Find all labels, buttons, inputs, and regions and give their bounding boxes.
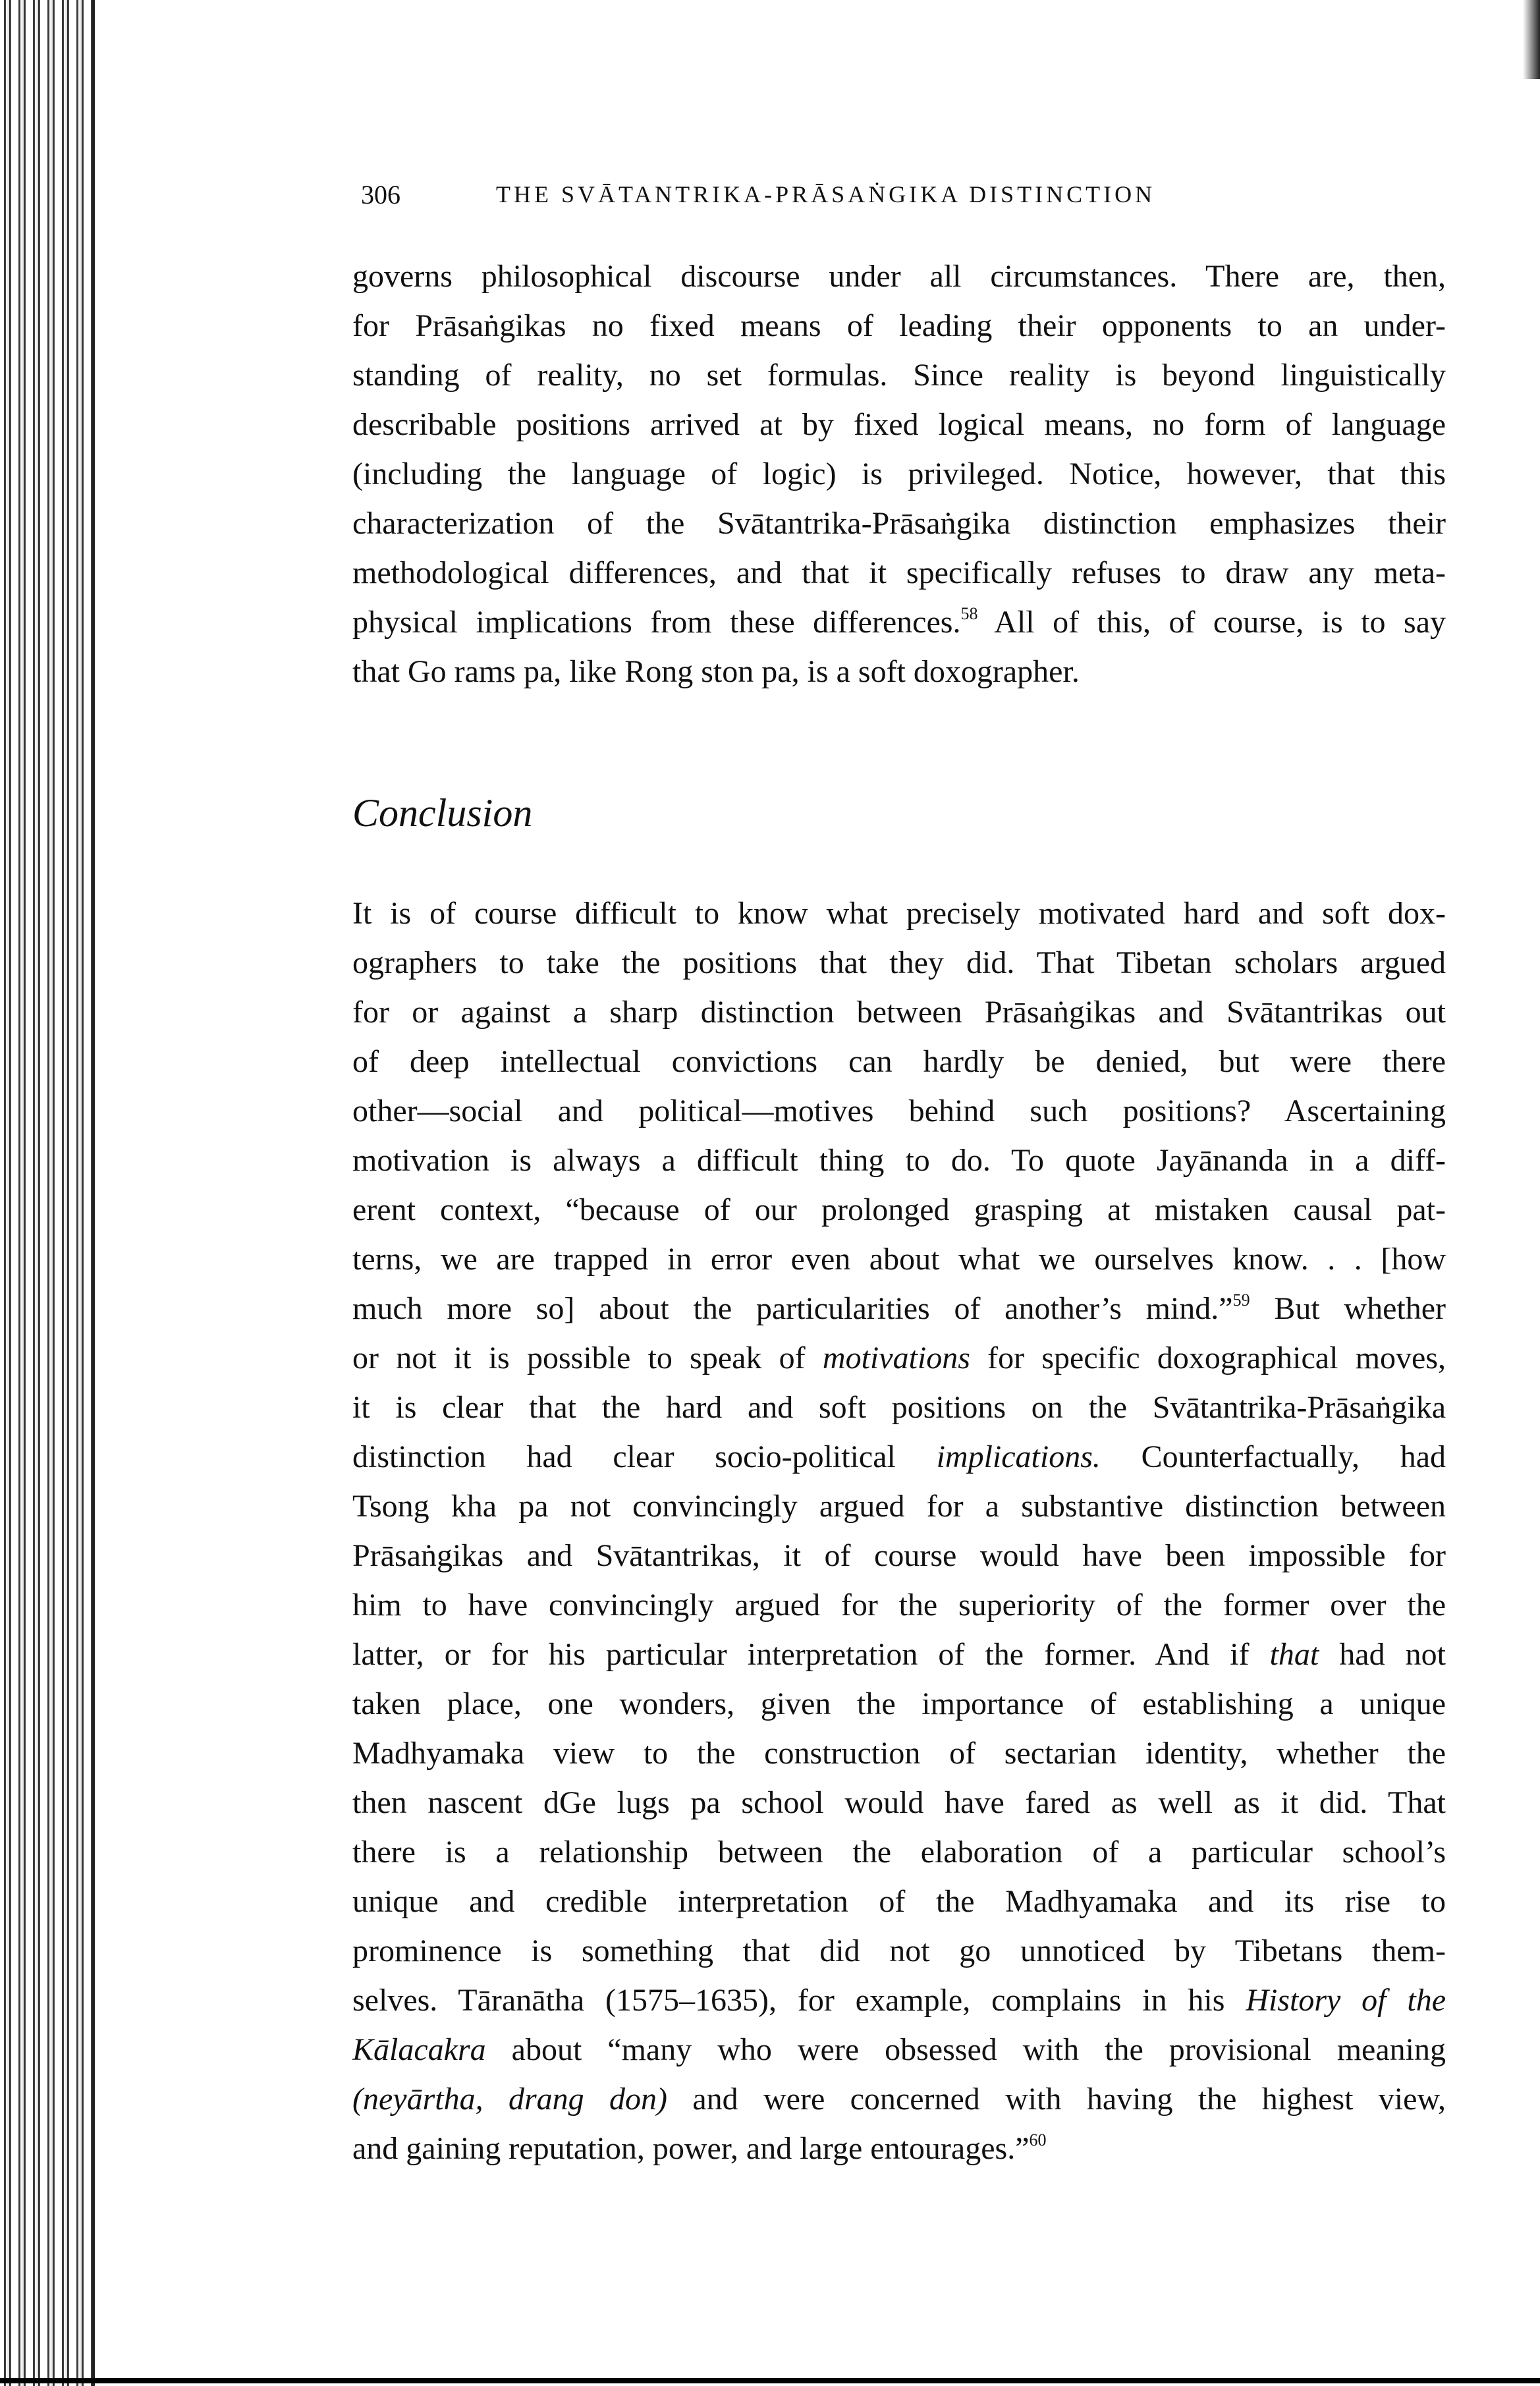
italic-text: implications.: [936, 1439, 1101, 1474]
italic-text: Kālacakra: [352, 2032, 486, 2067]
text-line: [352, 1037, 1446, 1086]
text-line: [352, 1086, 1446, 1136]
text-line: [352, 1580, 1446, 1630]
text-segment: other—social and political—motives behind such positions? Ascertaining: [352, 1094, 1446, 1128]
text-segment: methodological differences, and that it specifically refuses to draw any meta-: [352, 555, 1446, 590]
text-line: [352, 548, 1446, 597]
text-line: [352, 938, 1446, 987]
text-line: [352, 1235, 1446, 1284]
book-binding-shadow: [0, 0, 92, 2386]
text-segment: characterization of the Svātantrika-Prāsaṅgika distinction emphasizes their: [352, 506, 1446, 541]
text-segment: prominence is something that did not go unnoticed by Tibetans them-: [352, 1933, 1446, 1968]
italic-text: History of the: [1246, 1983, 1446, 2018]
text-line: [352, 987, 1446, 1037]
text-segment: standing of reality, no set formulas. Since reality is beyond linguistically: [352, 358, 1446, 393]
text-line: [352, 2074, 1446, 2124]
text-line: [352, 1778, 1446, 1827]
text-segment: Madhyamaka view to the construction of sectarian identity, whether the: [352, 1736, 1446, 1771]
text-line: [352, 1383, 1446, 1432]
text-segment: ographers to take the positions that they did. That Tibetan scholars argued: [352, 945, 1446, 980]
text-segment: for Prāsaṅgikas no fixed means of leading their opponents to an under-: [352, 308, 1446, 343]
text-segment: Counterfactually, had: [1100, 1439, 1446, 1474]
italic-text: (neyārtha, drang don): [352, 2082, 667, 2117]
italic-text: motivations: [822, 1341, 970, 1375]
text-line: [352, 889, 1446, 938]
text-segment: and were concerned with having the highest view,: [667, 2082, 1446, 2117]
running-head-title: THE SVĀTANTRIKA-PRĀSAṄGIKA DISTINCTION: [496, 181, 1156, 208]
text-segment: It is of course difficult to know what precisely motivated hard and soft dox-: [352, 896, 1446, 931]
text-segment: him to have convincingly argued for the superiority of the former over the: [352, 1588, 1446, 1623]
text-segment: about “many who were obsessed with the provisional meaning: [485, 2032, 1446, 2067]
section-heading: Conclusion: [352, 791, 533, 835]
text-segment: it is clear that the hard and soft positions on the Svātantrika-Prāsaṅgika: [352, 1390, 1446, 1425]
text-segment: physical implications from these differences.: [352, 605, 961, 640]
text-segment: there is a relationship between the elaboration of a particular school’s: [352, 1835, 1446, 1870]
text-line: [352, 252, 1446, 301]
footnote-ref: 59: [1232, 1290, 1250, 1310]
text-line: [352, 1976, 1446, 2025]
text-line: [352, 2025, 1446, 2074]
text-line: [352, 1729, 1446, 1778]
page-number: 306: [361, 180, 400, 209]
footnote-ref: 60: [1029, 2130, 1047, 2150]
text-line: [352, 1136, 1446, 1185]
text-segment: of deep intellectual convictions can hardly be denied, but were there: [352, 1044, 1446, 1079]
text-segment: All of this, of course, is to say: [977, 605, 1446, 640]
paragraph-conclusion: [352, 889, 1446, 2173]
text-line: [352, 1827, 1446, 1877]
text-segment: (including the language of logic) is privileged. Notice, however, that this: [352, 457, 1446, 491]
text-segment: erent context, “because of our prolonged grasping at mistaken causal pat-: [352, 1192, 1446, 1227]
text-line: [352, 1926, 1446, 1976]
scan-bottom-edge: [0, 2378, 1540, 2383]
text-segment: that Go rams pa, like Rong ston pa, is a soft doxographer.: [352, 654, 1080, 689]
paragraph-intro: [352, 252, 1446, 696]
text-segment: terns, we are trapped in error even about what we ourselves know. . . [how: [352, 1242, 1446, 1277]
text-line: [352, 1284, 1446, 1333]
text-line: [352, 1432, 1446, 1482]
text-segment: governs philosophical discourse under all circumstances. There are, then,: [352, 259, 1446, 294]
text-segment: Prāsaṅgikas and Svātantrikas, it of course would have been impossible for: [352, 1538, 1446, 1573]
text-line: [352, 1333, 1446, 1383]
text-segment: But whether: [1250, 1291, 1446, 1326]
text-line: [352, 1482, 1446, 1531]
text-line: [352, 301, 1446, 350]
text-segment: distinction had clear socio-political: [352, 1439, 937, 1474]
italic-text: that: [1269, 1637, 1319, 1672]
footnote-ref: 58: [960, 604, 978, 623]
text-line: [352, 1185, 1446, 1235]
text-segment: much more so] about the particularities of another’s mind.”: [352, 1291, 1233, 1326]
text-line: [352, 2124, 1446, 2173]
binding-edge: [92, 0, 95, 2386]
text-segment: Tsong kha pa not convincingly argued for a substantive distinction between: [352, 1489, 1446, 1524]
text-line: [352, 1630, 1446, 1679]
text-line: [352, 449, 1446, 499]
text-segment: selves. Tāranātha (1575–1635), for example, complains in his: [352, 1983, 1246, 2018]
text-line: [352, 400, 1446, 449]
text-line: [352, 499, 1446, 548]
text-line: [352, 1679, 1446, 1729]
text-segment: unique and credible interpretation of the Madhyamaka and its rise to: [352, 1884, 1446, 1919]
text-segment: motivation is always a difficult thing to do. To quote Jayānanda in a diff-: [352, 1143, 1446, 1178]
page-corner-shadow: [1523, 0, 1540, 79]
text-segment: then nascent dGe lugs pa school would have fared as well as it did. That: [352, 1785, 1446, 1820]
text-segment: had not: [1319, 1637, 1446, 1672]
text-line: [352, 597, 1446, 647]
text-line: [352, 350, 1446, 400]
text-segment: or not it is possible to speak of: [352, 1341, 823, 1375]
text-line: [352, 647, 1446, 696]
text-segment: for or against a sharp distinction between Prāsaṅgikas and Svātantrikas out: [352, 995, 1446, 1030]
text-segment: taken place, one wonders, given the importance of establishing a unique: [352, 1686, 1446, 1721]
text-segment: for specific doxographical moves,: [970, 1341, 1446, 1375]
text-segment: describable positions arrived at by fixed logical means, no form of language: [352, 407, 1446, 442]
text-segment: and gaining reputation, power, and large entourages.”: [352, 2131, 1030, 2166]
text-line: [352, 1877, 1446, 1926]
text-segment: latter, or for his particular interpretation of the former. And if: [352, 1637, 1270, 1672]
text-line: [352, 1531, 1446, 1580]
running-head: [361, 179, 1283, 219]
